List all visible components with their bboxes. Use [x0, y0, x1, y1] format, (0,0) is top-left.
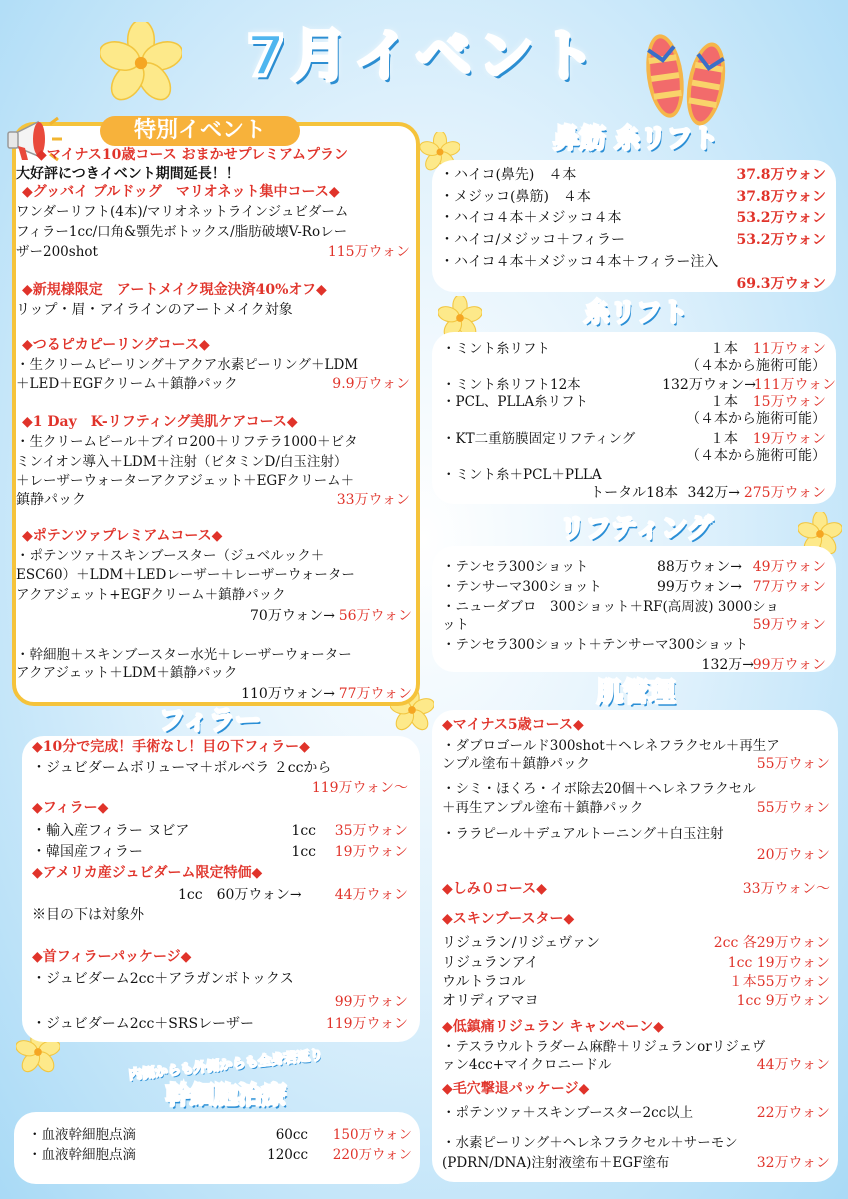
- thread-lift-title: 糸リフト: [583, 298, 688, 328]
- skin-care-line: ・シミ・ほくろ・イボ除去20個＋ヘレネフラクセル: [442, 781, 756, 797]
- filler-title: フィラー: [159, 706, 261, 736]
- special-event-tab: 特別イベント: [100, 116, 300, 146]
- stem-cell-volume: 60cc: [275, 1127, 308, 1143]
- thread-lift-line: １本: [710, 394, 738, 410]
- special-event-line: 115万ウォン: [327, 244, 410, 260]
- skin-care-line: 1cc 19万ウォン: [727, 955, 830, 971]
- special-event-line: ◆グッバイ ブルドッグ マリオネット集中コース◆: [22, 184, 340, 200]
- lifting-line: ・テンセラ300ショット＋テンサーマ300ショット: [442, 637, 749, 653]
- special-event-line: 110万ウォン→: [241, 686, 335, 702]
- skin-care-line: リジュラン/リジェヴァン: [442, 935, 601, 951]
- special-event-line: 56万ウォン: [338, 608, 412, 624]
- skin-care-line: ・水素ピーリング＋ヘレネフラクセル＋サーモン: [442, 1135, 738, 1151]
- filler-line: ・輸入産フィラー ヌビア: [32, 823, 190, 839]
- special-event-line: ◆マイナス10歳コース おまかせプレミアムプラン: [36, 147, 349, 163]
- special-event-line: ・生クリームピーリング＋アクア水素ピーリング＋LDM: [16, 357, 359, 373]
- skin-care-line: 33万ウォン〜: [742, 881, 830, 897]
- skin-care-line: ＋再生アンプル塗布＋鎮静パック: [442, 800, 644, 816]
- filler-line: ・ジュビダーム2cc＋アラガンボトックス: [32, 971, 294, 987]
- skin-care-line: ・テスラウルトラダーム麻酔＋リジュランorリジェヴ: [442, 1039, 766, 1055]
- filler-line: 44万ウォン: [334, 887, 408, 903]
- filler-line: ◆10分で完成！手術なし！目の下フィラー◆: [32, 739, 310, 755]
- nose-item-name: ・ハイコ４本＋メジッコ４本: [440, 210, 622, 226]
- thread-lift-line: １本: [710, 341, 738, 357]
- thread-lift-line: 15万ウォン: [752, 394, 826, 410]
- thread-lift-line: 342万→: [687, 485, 740, 501]
- lifting-line: 99万ウォン: [752, 657, 826, 673]
- stem-cell-name: ・血液幹細胞点滴: [28, 1147, 136, 1163]
- skin-care-line: １本55万ウォン: [728, 974, 830, 990]
- skin-care-line: 32万ウォン: [756, 1155, 830, 1171]
- filler-line: 35万ウォン: [334, 823, 408, 839]
- special-event-line: ＋レーザーウォーターアクアジェット＋EGFクリーム＋: [16, 473, 355, 489]
- special-event-line: ◆新規様限定 アートメイク現金決済40%オフ◆: [22, 282, 327, 298]
- special-event-line: ・ポテンツァ＋スキンブースター（ジュベルック＋: [16, 548, 325, 564]
- lifting-line: 99万ウォン→: [657, 579, 742, 595]
- stem-cell-title: 幹細胞治療: [166, 1081, 286, 1109]
- thread-lift-line: （４本から施術可能）: [686, 448, 826, 464]
- filler-line: 1cc: [291, 823, 316, 839]
- stem-cell-price: 220万ウォン: [332, 1147, 412, 1163]
- skin-care-line: ◆低鎮痛リジュラン キャンペーン◆: [442, 1019, 664, 1035]
- skin-care-line: オリディアマヨ: [442, 993, 539, 1009]
- stem-cell-name: ・血液幹細胞点滴: [28, 1127, 136, 1143]
- skin-care-line: 55万ウォン: [756, 756, 830, 772]
- lifting-line: 77万ウォン: [752, 579, 826, 595]
- special-event-line: ESC60）＋LDM＋LEDレーザー＋レーザーウォーター: [16, 567, 355, 583]
- skin-care-line: ◆スキンブースター◆: [442, 911, 575, 927]
- filler-line: 19万ウォン: [334, 844, 408, 860]
- thread-lift-line: 132万ウォン→: [662, 377, 756, 393]
- filler-line: ・ジュビダーム2cc＋SRSレーザー: [32, 1016, 255, 1032]
- lifting-title: リフティング: [559, 514, 713, 544]
- nose-item-price: 69.3万ウォン: [736, 276, 826, 292]
- skin-care-line: ◆しみ０コース◆: [442, 881, 547, 897]
- special-event-line: リップ・眉・アイラインのアートメイク対象: [16, 302, 293, 318]
- nose-item-name: ・メジッコ(鼻筋) ４本: [440, 189, 591, 205]
- nose-item-name: ・ハイコ４本＋メジッコ４本＋フィラー注入: [440, 254, 719, 270]
- thread-lift-line: （４本から施術可能）: [686, 358, 826, 374]
- special-event-line: ・生クリームピール＋ブイロ200＋リフテラ1000＋ビタ: [16, 434, 358, 450]
- nose-item-name: ・ハイコ/メジッコ＋フィラー: [440, 232, 626, 248]
- nose-item-price: 37.8万ウォン: [736, 167, 826, 183]
- special-event-line: ワンダーリフト(4本)/マリオネットラインジュビダーム: [16, 204, 349, 220]
- special-event-line: 鎮静パック: [16, 492, 86, 508]
- lifting-line: 59万ウォン: [752, 617, 826, 633]
- thread-lift-line: 11万ウォン: [752, 341, 826, 357]
- special-event-line: アクアジェット+EGFクリーム＋鎮静パック: [16, 587, 286, 603]
- skin-care-line: ◆毛穴撃退パッケージ◆: [442, 1081, 590, 1097]
- filler-line: ・ジュビダームボリューマ＋ボルベラ ２ccから: [32, 760, 332, 776]
- thread-lift-line: 111万ウォン: [753, 377, 836, 393]
- thread-lift-line: ・ミント糸リフト12本: [442, 377, 581, 393]
- special-event-line: ミンイオン導入＋LDM＋注射（ビタミンD/白玉注射）: [16, 454, 348, 470]
- lifting-line: 88万ウォン→: [657, 559, 742, 575]
- thread-lift-line: ・ミント糸＋PCL＋PLLA: [442, 467, 602, 483]
- special-event-line: ＋LED＋EGFクリーム＋鎮静パック: [16, 376, 238, 392]
- filler-line: ・韓国産フィラー: [32, 844, 143, 860]
- skin-care-line: 20万ウォン: [756, 847, 830, 863]
- skin-care-line: ァン4cc+マイクロニードル: [442, 1057, 612, 1073]
- special-event-line: ・幹細胞＋スキンブースター水光＋レーザーウォーター: [16, 647, 352, 663]
- thread-lift-line: 275万ウォン: [743, 485, 826, 501]
- skin-care-line: 2cc 各29万ウォン: [713, 935, 830, 951]
- lifting-line: 49万ウォン: [752, 559, 826, 575]
- skin-care-line: ・ポテンツァ＋スキンブースター2cc以上: [442, 1105, 694, 1121]
- special-event-line: 70万ウォン→: [250, 608, 335, 624]
- skin-care-line: 1cc 9万ウォン: [736, 993, 830, 1009]
- stem-cell-price: 150万ウォン: [332, 1127, 412, 1143]
- filler-line: ◆アメリカ産ジュビダーム限定特価◆: [32, 865, 263, 881]
- thread-lift-line: トータル18本: [590, 485, 678, 501]
- thread-lift-line: ・ミント糸リフト: [442, 341, 550, 357]
- filler-line: ◆首フィラーパッケージ◆: [32, 949, 192, 965]
- special-event-line: 大好評につきイベント期間延長！！: [16, 166, 240, 182]
- thread-lift-line: １本: [710, 431, 738, 447]
- nose-item-price: 53.2万ウォン: [736, 210, 826, 226]
- special-event-line: ◆1 Day K-リフティング美肌ケアコース◆: [22, 414, 298, 430]
- skin-care-line: ・ダブロゴールド300shot＋ヘレネフラクセル＋再生ア: [442, 738, 780, 754]
- filler-line: 119万ウォン: [325, 1016, 408, 1032]
- filler-line: 99万ウォン: [334, 994, 408, 1010]
- filler-line: 1cc: [291, 844, 316, 860]
- skin-care-line: ・ララピール＋デュアルトーニング＋白玉注射: [442, 826, 724, 842]
- filler-line: 119万ウォン〜: [311, 780, 408, 796]
- thread-lift-line: ・KT二重筋膜固定リフティング: [442, 431, 636, 447]
- skin-care-line: リジュランアイ: [442, 955, 539, 971]
- page-title: 7月イベント: [246, 24, 602, 89]
- nose-item-name: ・ハイコ(鼻先) ４本: [440, 167, 577, 183]
- skin-care-line: ◆マイナス5歳コース◆: [442, 717, 584, 733]
- thread-lift-line: （４本から施術可能）: [686, 411, 826, 427]
- special-event-line: 9.9万ウォン: [332, 376, 410, 392]
- nose-thread-title: 鼻筋 糸リフト: [553, 124, 719, 154]
- thread-lift-line: ・PCL、PLLA糸リフト: [442, 394, 589, 410]
- skin-care-line: 55万ウォン: [756, 800, 830, 816]
- lifting-line: ・テンサーマ300ショット: [442, 579, 602, 595]
- special-event-line: アクアジェット＋LDM＋鎮静パック: [16, 665, 238, 681]
- filler-line: ◆フィラー◆: [32, 800, 109, 816]
- skin-care-line: ウルトラコル: [442, 974, 526, 990]
- special-event-line: 77万ウォン: [338, 686, 412, 702]
- filler-line: ※目の下は対象外: [32, 907, 144, 923]
- special-event-line: ◆ポテンツァプレミアムコース◆: [22, 528, 223, 544]
- lifting-line: 132万→: [701, 657, 754, 673]
- special-event-line: 33万ウォン: [336, 492, 410, 508]
- stem-cell-subtitle: 内側からも外側からも全身若返り: [128, 1047, 324, 1084]
- skin-care-line: 44万ウォン: [756, 1057, 830, 1073]
- special-event-line: ザー200shot: [16, 244, 98, 260]
- special-event-line: ◆つるピカピーリングコース◆: [22, 337, 210, 353]
- lifting-line: ・ニューダブロ 300ショット＋RF(高周波) 3000ショ: [442, 599, 779, 615]
- nose-item-price: 53.2万ウォン: [736, 232, 826, 248]
- skin-care-line: 22万ウォン: [756, 1105, 830, 1121]
- thread-lift-line: 19万ウォン: [752, 431, 826, 447]
- lifting-line: ・テンセラ300ショット: [442, 559, 589, 575]
- nose-item-price: 37.8万ウォン: [736, 189, 826, 205]
- stem-cell-volume: 120cc: [267, 1147, 308, 1163]
- lifting-line: ット: [442, 617, 469, 633]
- skin-care-line: ンプル塗布＋鎮静パック: [442, 756, 590, 772]
- special-event-line: フィラー1cc/口角&顎先ボトックス/脂肪破壊V-Roレー: [16, 224, 348, 240]
- filler-line: 1cc 60万ウォン→: [178, 887, 302, 903]
- skin-care-title: 肌管理: [596, 678, 675, 708]
- skin-care-line: (PDRN/DNA)注射液塗布＋EGF塗布: [442, 1155, 670, 1171]
